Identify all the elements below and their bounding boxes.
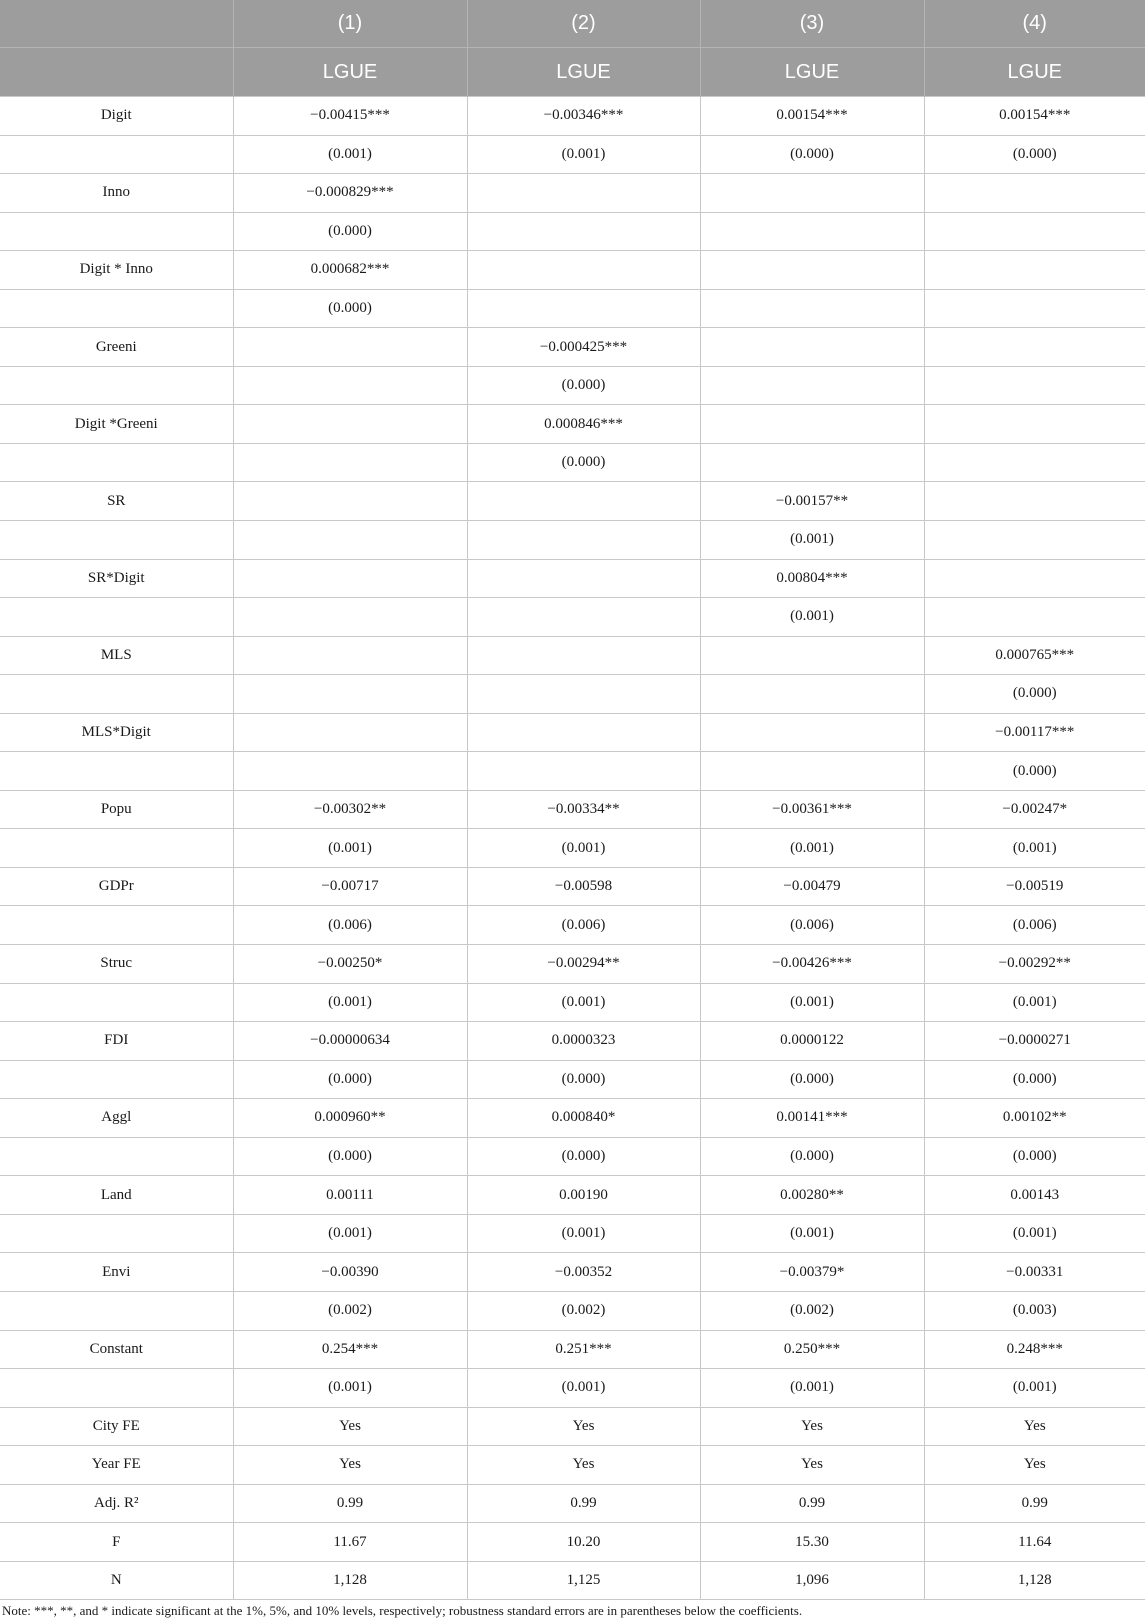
value-cell — [233, 405, 467, 444]
value-cell: (0.000) — [467, 1060, 700, 1099]
row-label-cell — [0, 1291, 233, 1330]
row-label-cell — [0, 829, 233, 868]
value-cell: (0.001) — [467, 1369, 700, 1408]
value-cell: 0.000765*** — [924, 636, 1145, 675]
table-note: Note: ***, **, and * indicate significant at the 1%, 5%, and 10% levels, respectively; robustness standard errors are in parentheses below the coefficients. — [2, 1603, 803, 1618]
value-cell: −0.00352 — [467, 1253, 700, 1292]
header-cell: (3) — [700, 0, 924, 48]
table-row — [0, 829, 1145, 868]
value-cell: 0.000960** — [233, 1099, 467, 1138]
value-cell — [233, 328, 467, 367]
value-cell: (0.001) — [700, 983, 924, 1022]
header-cell: (2) — [467, 0, 700, 48]
row-label-cell: F — [0, 1523, 233, 1562]
value-cell — [924, 212, 1145, 251]
table-row — [0, 1369, 1145, 1408]
value-cell: Yes — [467, 1407, 700, 1446]
table-row — [0, 174, 1145, 213]
value-cell: 1,125 — [467, 1561, 700, 1600]
row-label-cell — [0, 906, 233, 945]
value-cell: (0.002) — [233, 1291, 467, 1330]
value-cell: 11.67 — [233, 1523, 467, 1562]
value-cell: Yes — [700, 1446, 924, 1485]
value-cell: Yes — [233, 1446, 467, 1485]
value-cell: 0.000840* — [467, 1099, 700, 1138]
value-cell — [700, 675, 924, 714]
value-cell: (0.001) — [233, 1369, 467, 1408]
value-cell: −0.00479 — [700, 867, 924, 906]
header-row-column-numbers — [0, 0, 1145, 48]
value-cell: (0.000) — [233, 212, 467, 251]
table-row — [0, 1137, 1145, 1176]
value-cell — [233, 675, 467, 714]
value-cell: (0.006) — [924, 906, 1145, 945]
value-cell: 0.251*** — [467, 1330, 700, 1369]
value-cell — [924, 482, 1145, 521]
value-cell: −0.00519 — [924, 867, 1145, 906]
table-row — [0, 790, 1145, 829]
row-label-cell: Greeni — [0, 328, 233, 367]
value-cell: (0.006) — [233, 906, 467, 945]
value-cell — [924, 598, 1145, 637]
value-cell: (0.006) — [700, 906, 924, 945]
value-cell: (0.001) — [700, 598, 924, 637]
value-cell: Yes — [924, 1446, 1145, 1485]
value-cell: −0.00000634 — [233, 1022, 467, 1061]
row-label-cell: Popu — [0, 790, 233, 829]
value-cell: 0.000682*** — [233, 251, 467, 290]
header-cell: LGUE — [233, 48, 467, 97]
value-cell: −0.00292** — [924, 945, 1145, 984]
value-cell — [467, 675, 700, 714]
value-cell: 1,128 — [924, 1561, 1145, 1600]
value-cell: (0.000) — [924, 1137, 1145, 1176]
value-cell: −0.000829*** — [233, 174, 467, 213]
value-cell — [467, 521, 700, 560]
table-header — [0, 0, 1145, 97]
value-cell: (0.000) — [924, 675, 1145, 714]
value-cell: (0.000) — [924, 1060, 1145, 1099]
value-cell: −0.00598 — [467, 867, 700, 906]
value-cell: (0.000) — [924, 135, 1145, 174]
value-cell: −0.00250* — [233, 945, 467, 984]
value-cell: 0.00111 — [233, 1176, 467, 1215]
value-cell: Yes — [924, 1407, 1145, 1446]
value-cell: 0.00154*** — [924, 97, 1145, 136]
value-cell — [700, 366, 924, 405]
value-cell — [924, 174, 1145, 213]
table-row — [0, 906, 1145, 945]
value-cell: 0.00804*** — [700, 559, 924, 598]
value-cell — [700, 713, 924, 752]
table-row — [0, 251, 1145, 290]
table-row — [0, 1253, 1145, 1292]
table-row — [0, 1446, 1145, 1485]
table-row — [0, 405, 1145, 444]
value-cell: (0.001) — [467, 135, 700, 174]
value-cell — [467, 636, 700, 675]
value-cell: 0.00141*** — [700, 1099, 924, 1138]
value-cell: 1,128 — [233, 1561, 467, 1600]
header-cell: (1) — [233, 0, 467, 48]
value-cell: 0.248*** — [924, 1330, 1145, 1369]
table-row — [0, 443, 1145, 482]
value-cell: 0.99 — [233, 1484, 467, 1523]
table-row — [0, 1176, 1145, 1215]
value-cell: (0.000) — [233, 1137, 467, 1176]
table-row — [0, 598, 1145, 637]
header-cell — [0, 0, 233, 48]
table-row — [0, 482, 1145, 521]
value-cell: Yes — [233, 1407, 467, 1446]
table-row — [0, 1407, 1145, 1446]
row-label-cell: Adj. R² — [0, 1484, 233, 1523]
table-row — [0, 713, 1145, 752]
row-label-cell — [0, 289, 233, 328]
row-label-cell: SR — [0, 482, 233, 521]
value-cell: (0.001) — [924, 1369, 1145, 1408]
value-cell: (0.003) — [924, 1291, 1145, 1330]
header-cell: (4) — [924, 0, 1145, 48]
value-cell — [700, 405, 924, 444]
value-cell — [467, 251, 700, 290]
header-cell: LGUE — [924, 48, 1145, 97]
value-cell: 0.00154*** — [700, 97, 924, 136]
value-cell — [467, 559, 700, 598]
table-row — [0, 135, 1145, 174]
value-cell: (0.000) — [467, 1137, 700, 1176]
table-row — [0, 1214, 1145, 1253]
table-row — [0, 636, 1145, 675]
value-cell: (0.000) — [700, 1060, 924, 1099]
value-cell: (0.001) — [924, 983, 1145, 1022]
value-cell — [467, 212, 700, 251]
value-cell: (0.002) — [700, 1291, 924, 1330]
value-cell: (0.001) — [700, 521, 924, 560]
value-cell: 0.0000122 — [700, 1022, 924, 1061]
value-cell: (0.001) — [233, 983, 467, 1022]
value-cell: −0.0000271 — [924, 1022, 1145, 1061]
value-cell: 0.99 — [467, 1484, 700, 1523]
value-cell: 0.99 — [700, 1484, 924, 1523]
value-cell — [700, 174, 924, 213]
header-row-dependent-variable — [0, 48, 1145, 97]
row-label-cell — [0, 752, 233, 791]
row-label-cell: City FE — [0, 1407, 233, 1446]
value-cell: 15.30 — [700, 1523, 924, 1562]
value-cell: (0.001) — [233, 135, 467, 174]
value-cell: 0.00143 — [924, 1176, 1145, 1215]
value-cell — [233, 443, 467, 482]
row-label-cell — [0, 366, 233, 405]
table-row — [0, 289, 1145, 328]
value-cell: (0.001) — [924, 1214, 1145, 1253]
value-cell: −0.00415*** — [233, 97, 467, 136]
value-cell — [233, 521, 467, 560]
value-cell: 0.00190 — [467, 1176, 700, 1215]
value-cell: (0.000) — [700, 135, 924, 174]
row-label-cell: N — [0, 1561, 233, 1600]
table-row — [0, 97, 1145, 136]
value-cell: Yes — [700, 1407, 924, 1446]
value-cell: 0.00102** — [924, 1099, 1145, 1138]
row-label-cell — [0, 212, 233, 251]
row-label-cell: GDPr — [0, 867, 233, 906]
header-cell — [0, 48, 233, 97]
value-cell — [467, 482, 700, 521]
row-label-cell — [0, 1214, 233, 1253]
row-label-cell: MLS — [0, 636, 233, 675]
table-row — [0, 752, 1145, 791]
value-cell: −0.00117*** — [924, 713, 1145, 752]
value-cell — [467, 174, 700, 213]
value-cell: (0.000) — [924, 752, 1145, 791]
table-row — [0, 559, 1145, 598]
table-row — [0, 945, 1145, 984]
value-cell: −0.00346*** — [467, 97, 700, 136]
value-cell — [233, 482, 467, 521]
value-cell — [467, 752, 700, 791]
value-cell — [233, 636, 467, 675]
row-label-cell: SR*Digit — [0, 559, 233, 598]
table-row — [0, 1060, 1145, 1099]
row-label-cell: MLS*Digit — [0, 713, 233, 752]
value-cell: (0.000) — [467, 366, 700, 405]
value-cell: −0.00294** — [467, 945, 700, 984]
value-cell: 0.00280** — [700, 1176, 924, 1215]
value-cell: −0.00331 — [924, 1253, 1145, 1292]
value-cell — [467, 713, 700, 752]
value-cell — [700, 443, 924, 482]
value-cell: (0.001) — [233, 1214, 467, 1253]
value-cell: −0.00717 — [233, 867, 467, 906]
value-cell — [924, 251, 1145, 290]
value-cell — [924, 328, 1145, 367]
header-cell: LGUE — [700, 48, 924, 97]
table-row — [0, 1330, 1145, 1369]
value-cell: (0.000) — [233, 289, 467, 328]
value-cell: (0.001) — [924, 829, 1145, 868]
value-cell: 0.0000323 — [467, 1022, 700, 1061]
value-cell: 0.254*** — [233, 1330, 467, 1369]
value-cell — [700, 328, 924, 367]
row-label-cell — [0, 598, 233, 637]
row-label-cell: Land — [0, 1176, 233, 1215]
table-body — [0, 97, 1145, 1600]
value-cell: 0.250*** — [700, 1330, 924, 1369]
row-label-cell: Digit * Inno — [0, 251, 233, 290]
value-cell: −0.00390 — [233, 1253, 467, 1292]
value-cell — [924, 405, 1145, 444]
table-row — [0, 983, 1145, 1022]
value-cell: (0.000) — [233, 1060, 467, 1099]
value-cell: 0.99 — [924, 1484, 1145, 1523]
value-cell — [924, 443, 1145, 482]
row-label-cell — [0, 983, 233, 1022]
value-cell: −0.000425*** — [467, 328, 700, 367]
table-row — [0, 328, 1145, 367]
table-row — [0, 1523, 1145, 1562]
value-cell — [924, 559, 1145, 598]
value-cell: 11.64 — [924, 1523, 1145, 1562]
value-cell — [700, 636, 924, 675]
value-cell: (0.001) — [467, 1214, 700, 1253]
row-label-cell — [0, 521, 233, 560]
value-cell: (0.001) — [467, 983, 700, 1022]
value-cell: −0.00361*** — [700, 790, 924, 829]
row-label-cell: Envi — [0, 1253, 233, 1292]
value-cell: −0.00379* — [700, 1253, 924, 1292]
value-cell: (0.002) — [467, 1291, 700, 1330]
row-label-cell — [0, 1060, 233, 1099]
value-cell: (0.001) — [700, 1369, 924, 1408]
row-label-cell: FDI — [0, 1022, 233, 1061]
row-label-cell — [0, 443, 233, 482]
value-cell: 0.000846*** — [467, 405, 700, 444]
value-cell: 1,096 — [700, 1561, 924, 1600]
row-label-cell: Struc — [0, 945, 233, 984]
table-row — [0, 1484, 1145, 1523]
value-cell — [233, 598, 467, 637]
value-cell — [700, 752, 924, 791]
header-cell: LGUE — [467, 48, 700, 97]
table-row — [0, 366, 1145, 405]
value-cell: (0.001) — [233, 829, 467, 868]
row-label-cell: Digit *Greeni — [0, 405, 233, 444]
value-cell: (0.001) — [700, 829, 924, 868]
table-row — [0, 675, 1145, 714]
row-label-cell: Constant — [0, 1330, 233, 1369]
value-cell: −0.00157** — [700, 482, 924, 521]
table-row — [0, 1291, 1145, 1330]
value-cell: 10.20 — [467, 1523, 700, 1562]
value-cell — [233, 366, 467, 405]
value-cell — [467, 598, 700, 637]
value-cell: Yes — [467, 1446, 700, 1485]
table-row — [0, 521, 1145, 560]
row-label-cell — [0, 1369, 233, 1408]
value-cell — [233, 713, 467, 752]
value-cell — [924, 366, 1145, 405]
value-cell: −0.00426*** — [700, 945, 924, 984]
value-cell: (0.000) — [467, 443, 700, 482]
row-label-cell: Digit — [0, 97, 233, 136]
row-label-cell — [0, 1137, 233, 1176]
value-cell: (0.006) — [467, 906, 700, 945]
value-cell — [924, 521, 1145, 560]
value-cell — [924, 289, 1145, 328]
value-cell — [467, 289, 700, 328]
value-cell: −0.00247* — [924, 790, 1145, 829]
row-label-cell — [0, 135, 233, 174]
value-cell — [233, 752, 467, 791]
value-cell — [700, 212, 924, 251]
value-cell: (0.001) — [700, 1214, 924, 1253]
value-cell: (0.001) — [467, 829, 700, 868]
row-label-cell — [0, 675, 233, 714]
table-row — [0, 1561, 1145, 1600]
value-cell — [233, 559, 467, 598]
value-cell — [700, 251, 924, 290]
table-row — [0, 212, 1145, 251]
value-cell: −0.00302** — [233, 790, 467, 829]
table-row — [0, 1022, 1145, 1061]
value-cell — [700, 289, 924, 328]
table-row — [0, 1099, 1145, 1138]
value-cell: −0.00334** — [467, 790, 700, 829]
table-row — [0, 867, 1145, 906]
row-label-cell: Inno — [0, 174, 233, 213]
row-label-cell: Year FE — [0, 1446, 233, 1485]
value-cell: (0.000) — [700, 1137, 924, 1176]
row-label-cell: Aggl — [0, 1099, 233, 1138]
